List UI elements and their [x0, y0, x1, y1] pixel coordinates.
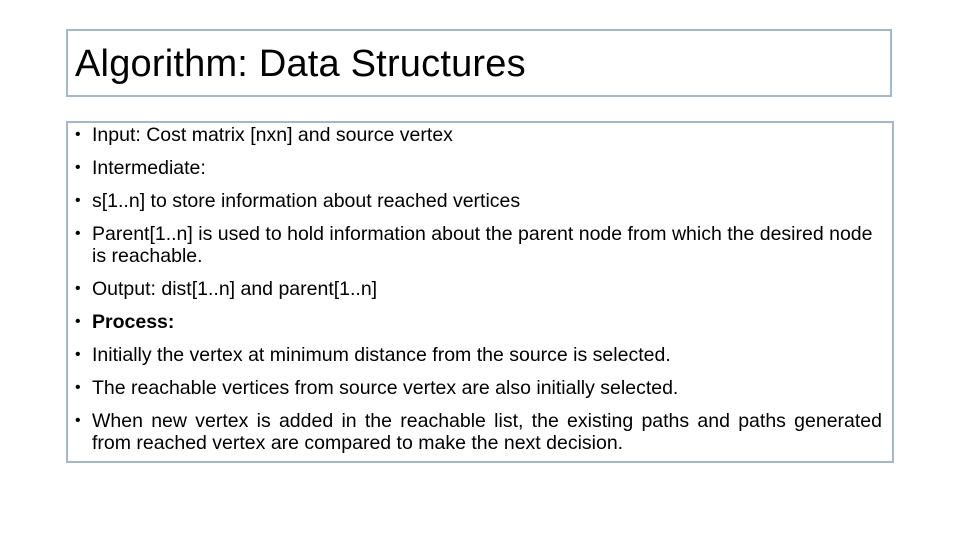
bullet-marker: • [75, 412, 81, 429]
bullet-item [68, 377, 892, 399]
bullet-text: Parent[1..n] is used to hold information about the parent node from which the desired node is reachable. [92, 223, 873, 267]
bullet-item [68, 410, 892, 454]
bullet-text: s[1..n] to store information about reached vertices [92, 190, 521, 212]
bullet-marker: • [75, 346, 81, 363]
bullet-item [68, 223, 892, 267]
bullet-text: Input: Cost matrix [nxn] and source vertex [92, 124, 453, 146]
bullet-text: The reachable vertices from source vertex are also initially selected. [92, 377, 679, 399]
bullet-item [68, 311, 892, 333]
bullet-text: Initially the vertex at minimum distance from the source is selected. [92, 344, 671, 366]
bullet-text: Process: [92, 311, 175, 333]
bullet-item [68, 190, 892, 212]
bullet-list [68, 124, 892, 465]
bullet-marker: • [75, 280, 81, 297]
content-placeholder [66, 121, 894, 463]
bullet-item [68, 344, 892, 366]
bullet-marker: • [75, 313, 81, 330]
bullet-text: When new vertex is added in the reachable list, the existing paths and paths generated from reached vertex are compared to make the next decision. [92, 410, 882, 454]
bullet-item [68, 157, 892, 179]
bullet-marker: • [75, 192, 81, 209]
bullet-marker: • [75, 126, 81, 143]
title-placeholder [66, 29, 892, 97]
bullet-item [68, 124, 892, 146]
bullet-marker: • [75, 225, 81, 242]
bullet-marker: • [75, 379, 81, 396]
slide-title: Algorithm: Data Structures [75, 43, 526, 85]
bullet-marker: • [75, 159, 81, 176]
bullet-text: Output: dist[1..n] and parent[1..n] [92, 278, 378, 300]
bullet-text: Intermediate: [92, 157, 206, 179]
bullet-item [68, 278, 892, 300]
